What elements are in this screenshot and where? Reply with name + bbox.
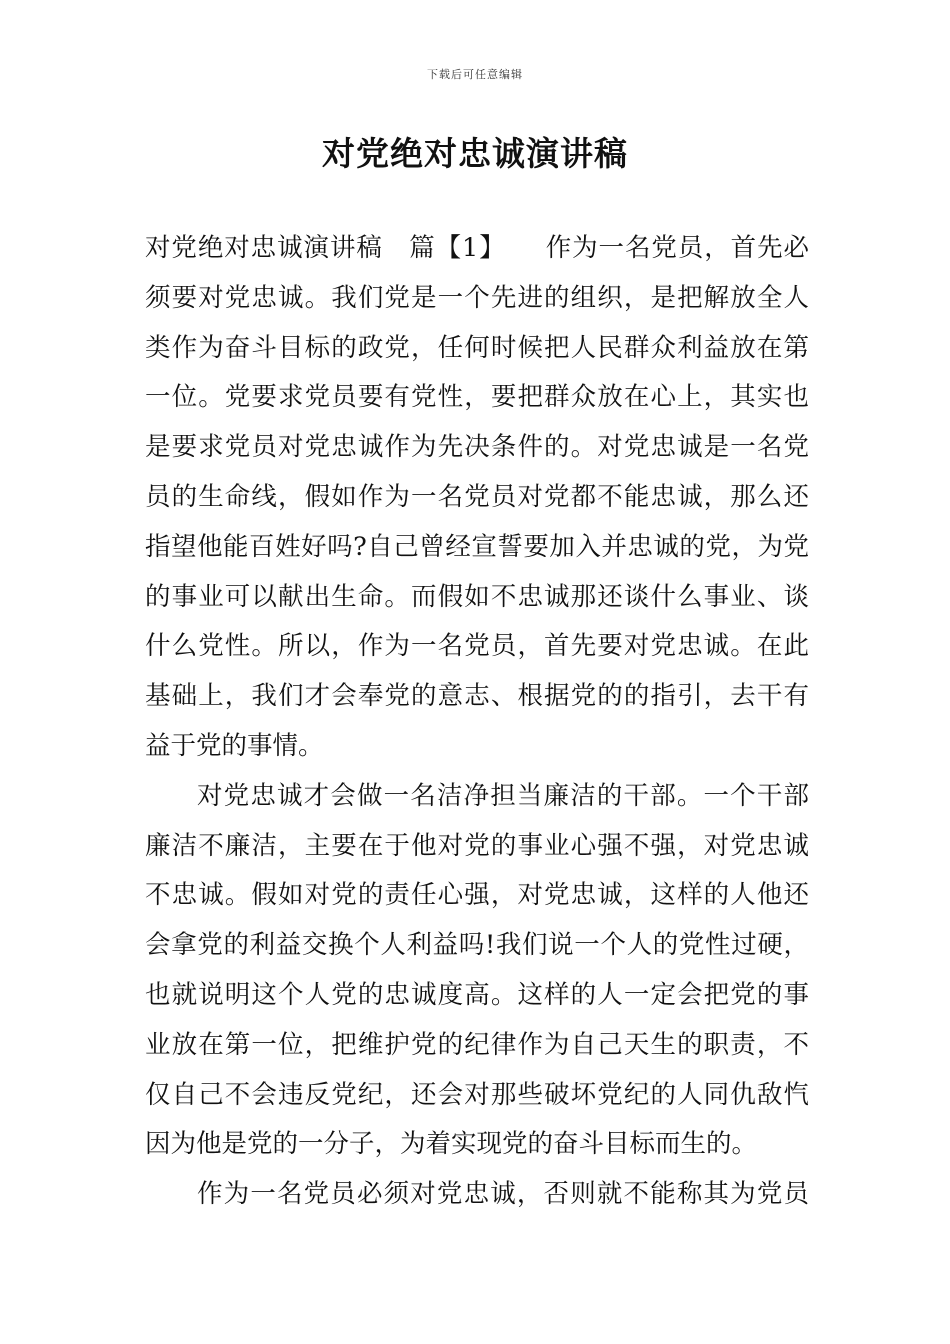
text-line: 什么党性。所以，作为一名党员，首先要对党忠诚。在此 — [145, 631, 809, 662]
text-line: 须要对党忠诚。我们党是一个先进的组织，是把解放全人 — [145, 282, 809, 313]
paragraph-2 — [145, 772, 809, 1170]
document-body — [145, 224, 809, 1220]
text-line: 因为他是党的一分子，为着实现党的奋斗目标而生的。 — [145, 1129, 758, 1160]
header-note: 下载后可任意编辑 — [427, 68, 523, 81]
text-line: 不忠诚。假如对党的责任心强，对党忠诚，这样的人他还 — [145, 880, 809, 911]
text-line: 仅自己不会违反党纪，还会对那些破坏党纪的人同仇敌忾 — [145, 1079, 809, 1110]
text-line: 基础上，我们才会奉党的意志、根据党的的指引，去干有 — [145, 681, 809, 712]
text-line: 对党绝对忠诚演讲稿 篇【1】 作为一名党员，首先必 — [145, 233, 809, 263]
text-line: 类作为奋斗目标的政党，任何时候把人民群众利益放在第 — [145, 332, 809, 363]
text-line: 一位。党要求党员要有党性，要把群众放在心上，其实也 — [145, 382, 809, 413]
text-line: 员的生命线，假如作为一名党员对党都不能忠诚，那么还 — [145, 481, 809, 512]
text-line: 是要求党员对党忠诚作为先决条件的。对党忠诚是一名党 — [145, 432, 809, 463]
text-line: 对党忠诚才会做一名洁净担当廉洁的干部。一个干部 — [197, 780, 809, 811]
text-line: 作为一名党员必须对党忠诚，否则就不能称其为党员 — [197, 1179, 809, 1210]
text-line: 业放在第一位，把维护党的纪律作为自己天生的职责，不 — [145, 1029, 809, 1060]
paragraph-3 — [145, 1170, 809, 1220]
text-line: 的事业可以献出生命。而假如不忠诚那还谈什么事业、谈 — [145, 581, 809, 612]
text-line: 指望他能百姓好吗?自己曾经宣誓要加入并忠诚的党，为党 — [145, 531, 809, 562]
text-line: 会拿党的利益交换个人利益吗!我们说一个人的党性过硬， — [145, 930, 809, 961]
text-line: 也就说明这个人党的忠诚度高。这样的人一定会把党的事 — [145, 979, 809, 1010]
document-title: 对党绝对忠诚演讲稿 — [322, 134, 628, 173]
text-line: 廉洁不廉洁，主要在于他对党的事业心强不强，对党忠诚 — [145, 830, 809, 861]
paragraph-1 — [145, 224, 809, 772]
text-line: 益于党的事情。 — [145, 730, 324, 761]
